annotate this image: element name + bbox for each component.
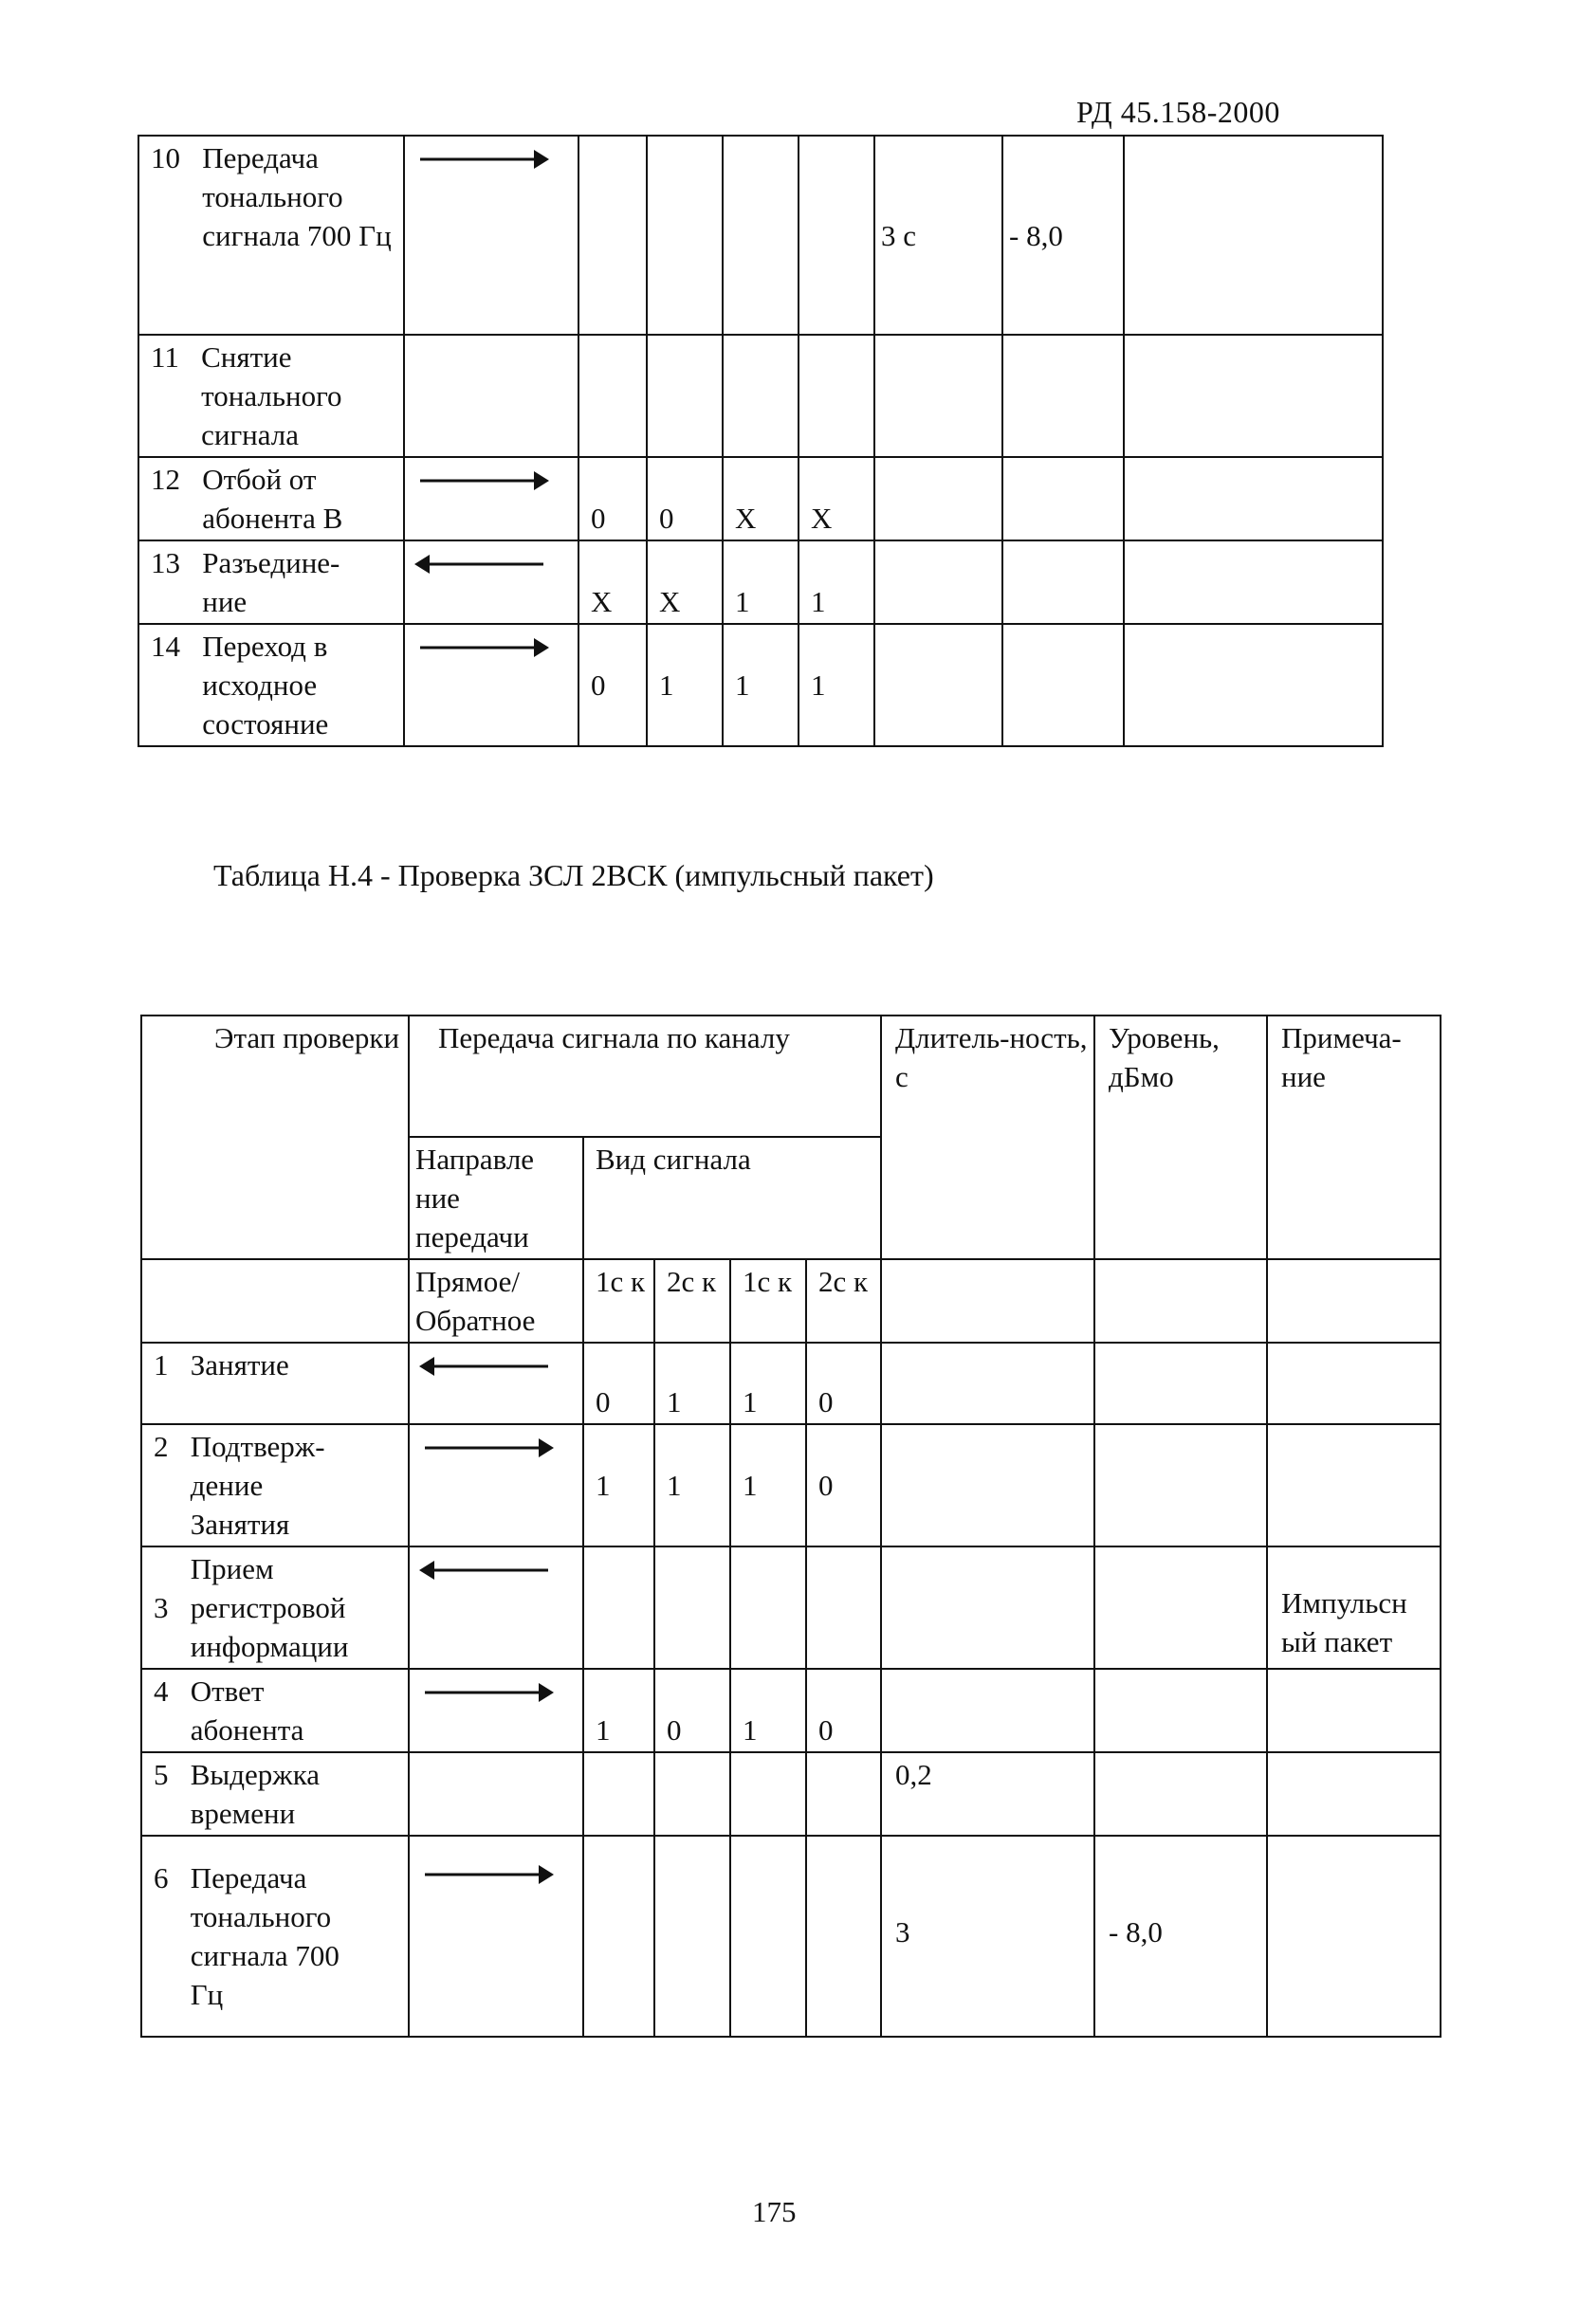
row-number: 10 [151, 141, 180, 174]
arrow-right-icon [415, 1431, 558, 1465]
level-cell [1002, 457, 1124, 540]
header-signal-type: Вид сигнала [583, 1137, 881, 1259]
header-level: Уровень, дБмо [1094, 1016, 1267, 1259]
signal-cell [806, 1836, 881, 2037]
direction-cell [409, 1836, 583, 2037]
stage-label: Выдержка времени [190, 1758, 321, 1830]
table-row [141, 1752, 1441, 1836]
signal-cell [799, 335, 874, 457]
arrow-right-icon [411, 464, 553, 498]
duration-cell [874, 624, 1002, 746]
duration-cell [874, 335, 1002, 457]
note-cell [1267, 1836, 1441, 2037]
signal-cell: 1 [730, 1424, 806, 1546]
header-duration: Длитель-ность, с [881, 1016, 1094, 1259]
stage-cell [138, 335, 404, 457]
stage-label: Снятие тонального сигнала [201, 340, 342, 451]
stage-label: Прием регистровой информации [190, 1552, 349, 1663]
signal-cell: 1 [799, 540, 874, 624]
level-cell [1002, 624, 1124, 746]
signal-cell: X [578, 540, 647, 624]
table-row [141, 1424, 1441, 1546]
signal-cell: 0 [806, 1669, 881, 1752]
table-row [141, 1343, 1441, 1424]
signal-cell [583, 1546, 654, 1669]
row-number: 2 [154, 1430, 169, 1463]
stage-cell [141, 1546, 409, 1669]
direction-cell [404, 136, 578, 335]
signal-cell [583, 1836, 654, 2037]
signal-cell: 0 [647, 457, 723, 540]
signal-cell [654, 1752, 730, 1836]
signal-cell: 1 [583, 1669, 654, 1752]
stage-label: Передача тонального сигнала 700 Гц [202, 141, 392, 252]
signal-cell [647, 136, 723, 335]
signal-cell [647, 335, 723, 457]
note-cell [1124, 335, 1383, 457]
empty-cell [141, 1259, 409, 1343]
stage-cell [141, 1752, 409, 1836]
stage-label: Отбой от абонента В [202, 463, 343, 535]
signal-cell: X [647, 540, 723, 624]
duration-cell [881, 1546, 1094, 1669]
header-row [141, 1016, 1441, 1137]
stage-label: Ответ абонента [190, 1674, 304, 1747]
empty-cell [881, 1259, 1094, 1343]
signal-cell: 0 [578, 457, 647, 540]
direction-cell [404, 457, 578, 540]
duration-cell [874, 457, 1002, 540]
signal-cell: 1 [654, 1343, 730, 1424]
header-signal-2: 2с к [654, 1259, 730, 1343]
table-row [138, 136, 1383, 335]
direction-cell [409, 1343, 583, 1424]
stage-cell [141, 1343, 409, 1424]
stage-cell [138, 624, 404, 746]
signal-cell: 0 [806, 1343, 881, 1424]
signal-cell: 1 [647, 624, 723, 746]
header-signal-1: 1с к [583, 1259, 654, 1343]
duration-cell [874, 540, 1002, 624]
stage-label: Переход в исходное состояние [202, 630, 329, 741]
signal-cell: 1 [723, 540, 799, 624]
signal-cell: 1 [723, 624, 799, 746]
signal-cell [730, 1836, 806, 2037]
row-number: 6 [154, 1861, 169, 1894]
empty-cell [1267, 1259, 1441, 1343]
document-code: РД 45.158-2000 [1076, 95, 1280, 129]
stage-cell [138, 457, 404, 540]
note-cell [1124, 136, 1383, 335]
row-number: 5 [154, 1758, 169, 1791]
row-number: 11 [151, 340, 179, 374]
stage-label: Передача тонального сигнала 700 Гц [190, 1861, 340, 2011]
table-row [141, 1669, 1441, 1752]
page-number: 175 [752, 2195, 797, 2228]
signal-cell: 1 [799, 624, 874, 746]
row-number: 14 [151, 630, 180, 663]
row-number: 13 [151, 546, 180, 579]
arrow-left-icon [411, 547, 553, 581]
duration-cell [881, 1343, 1094, 1424]
duration-cell [881, 1669, 1094, 1752]
header-direction: Направле ние передачи [409, 1137, 583, 1259]
direction-cell [409, 1546, 583, 1669]
note-cell [1267, 1752, 1441, 1836]
stage-label: Подтверж-дение Занятия [190, 1430, 325, 1541]
table-row [138, 335, 1383, 457]
duration-cell [881, 1424, 1094, 1546]
stage-cell [138, 540, 404, 624]
level-cell [1002, 335, 1124, 457]
level-cell [1094, 1752, 1267, 1836]
note-cell [1124, 540, 1383, 624]
signal-cell [654, 1836, 730, 2037]
table-row [141, 1836, 1441, 2037]
direction-cell [404, 335, 578, 457]
signal-cell [578, 335, 647, 457]
row-number: 1 [154, 1348, 169, 1382]
empty-cell [1094, 1259, 1267, 1343]
signal-cell: 1 [730, 1669, 806, 1752]
stage-label: Занятие [190, 1348, 289, 1382]
stage-cell [141, 1669, 409, 1752]
header-stage: Этап проверки [141, 1016, 409, 1259]
row-number: 4 [154, 1674, 169, 1708]
level-cell: - 8,0 [1094, 1836, 1267, 2037]
signal-cell [583, 1752, 654, 1836]
arrow-right-icon [411, 142, 553, 176]
signal-cell [730, 1752, 806, 1836]
signal-cell: 0 [654, 1669, 730, 1752]
table-row [138, 624, 1383, 746]
direction-cell [409, 1424, 583, 1546]
level-cell [1094, 1546, 1267, 1669]
table-continuation [138, 135, 1384, 747]
header-row [141, 1259, 1441, 1343]
level-cell [1094, 1424, 1267, 1546]
signal-cell: 1 [730, 1343, 806, 1424]
signal-cell: 0 [583, 1343, 654, 1424]
row-number: 12 [151, 463, 180, 496]
signal-cell: 0 [806, 1424, 881, 1546]
level-cell [1094, 1343, 1267, 1424]
note-cell [1124, 624, 1383, 746]
header-signal-4: 2с к [806, 1259, 881, 1343]
direction-cell [409, 1669, 583, 1752]
note-cell [1267, 1669, 1441, 1752]
table-h4 [140, 1015, 1441, 2038]
note-cell [1267, 1424, 1441, 1546]
direction-cell [404, 540, 578, 624]
signal-cell [654, 1546, 730, 1669]
note-cell [1267, 1343, 1441, 1424]
level-cell: - 8,0 [1002, 136, 1124, 335]
signal-cell: 1 [654, 1424, 730, 1546]
table-row [141, 1546, 1441, 1669]
row-number: 3 [154, 1591, 169, 1624]
table-row [138, 540, 1383, 624]
signal-cell [723, 335, 799, 457]
signal-cell: 1 [583, 1424, 654, 1546]
signal-cell [799, 136, 874, 335]
duration-cell: 0,2 [881, 1752, 1094, 1836]
signal-cell [806, 1546, 881, 1669]
level-cell [1094, 1669, 1267, 1752]
table-caption: Таблица Н.4 - Проверка ЗСЛ 2ВСК (импульсный пакет) [213, 858, 934, 892]
note-cell: Импульсн ый пакет [1267, 1546, 1441, 1669]
signal-cell: 0 [578, 624, 647, 746]
arrow-left-icon [415, 1553, 558, 1587]
duration-cell: 3 с [874, 136, 1002, 335]
header-dir-values: Прямое/ Обратное [409, 1259, 583, 1343]
signal-cell: X [799, 457, 874, 540]
note-cell [1124, 457, 1383, 540]
header-note: Примеча-ние [1267, 1016, 1441, 1259]
stage-cell [138, 136, 404, 335]
stage-cell [141, 1424, 409, 1546]
direction-cell [409, 1752, 583, 1836]
direction-cell [404, 624, 578, 746]
arrow-right-icon [411, 631, 553, 665]
level-cell [1002, 540, 1124, 624]
arrow-right-icon [415, 1675, 558, 1710]
header-transmission: Передача сигнала по каналу [409, 1016, 881, 1137]
signal-cell: X [723, 457, 799, 540]
signal-cell [578, 136, 647, 335]
arrow-right-icon [415, 1857, 558, 1892]
arrow-left-icon [415, 1349, 558, 1383]
signal-cell [723, 136, 799, 335]
stage-cell [141, 1836, 409, 2037]
stage-label: Разъедине-ние [202, 546, 340, 618]
table-row [138, 457, 1383, 540]
duration-cell: 3 [881, 1836, 1094, 2037]
header-signal-3: 1с к [730, 1259, 806, 1343]
signal-cell [730, 1546, 806, 1669]
signal-cell [806, 1752, 881, 1836]
